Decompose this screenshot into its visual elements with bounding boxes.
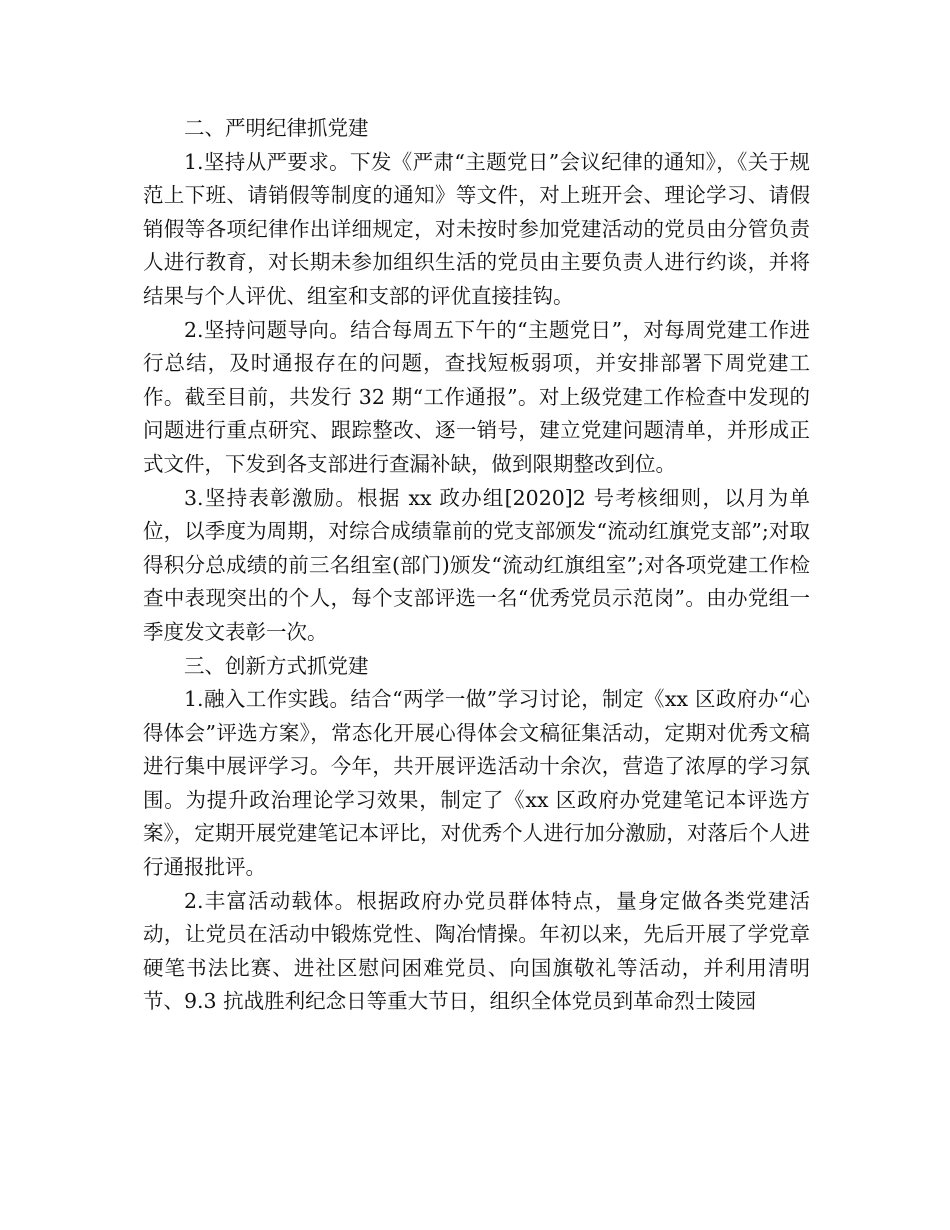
- paragraph-activity-carriers: 2.丰富活动载体。根据政府办党员群体特点，量身定做各类党建活动，让党员在活动中锻炼党性、陶冶情操。年初以来，先后开展了学党章硬笔书法比赛、进社区慰问困难党员、向国旗敬礼等活动，并利用清明节、9.3 抗战胜利纪念日等重大节日，组织全体党员到革命烈士陵园: [143, 888, 810, 1014]
- paragraph-commendation: 3.坚持表彰激励。根据 xx 政办组[2020]2 号考核细则，以月为单位，以季度为周期，对综合成绩靠前的党支部颁发“流动红旗党支部”;对取得积分总成绩的前三名组室(部门)颁发“流动红旗组室”;对各项党建工作检查中表现突出的个人，每个支部评选一名“优秀党员示范岗”。由办党组一季度发文表彰一次。: [143, 485, 810, 644]
- document-body: [143, 112, 810, 1019]
- section-heading-discipline: 二、严明纪律抓党建: [184, 116, 369, 140]
- paragraph-problem-oriented: 2.坚持问题导向。结合每周五下午的“主题党日”，对每周党建工作进行总结，及时通报存在的问题，查找短板弱项，并安排部署下周党建工作。截至目前，共发行 32 期“工作通报”。对上级党建工作检查中发现的问题进行重点研究、跟踪整改、逐一销号，建立党建问题清单，并形成正式文件，下发到各支部进行查漏补缺，做到限期整改到位。: [143, 317, 810, 476]
- paragraph-strict-requirements: 1.坚持从严要求。下发《严肃“主题党日”会议纪律的通知》，《关于规范上下班、请销假等制度的通知》等文件，对上班开会、理论学习、请假销假等各项纪律作出详细规定，对未按时参加党建活动的党员由分管负责人进行教育，对长期未参加组织生活的党员由主要负责人进行约谈，并将结果与个人评优、组室和支部的评优直接挂钩。: [143, 149, 810, 308]
- paragraph-work-practice: 1.融入工作实践。结合“两学一做”学习讨论，制定《xx 区政府办“心得体会”评选方案》，常态化开展心得体会文稿征集活动，定期对优秀文稿进行集中展评学习。今年，共开展评选活动十余次，营造了浓厚的学习氛围。为提升政治理论学习效果，制定了《xx 区政府办党建笔记本评选方案》，定期开展党建笔记本评比，对优秀个人进行加分激励，对落后个人进行通报批评。: [143, 687, 810, 880]
- section-heading-innovation: 三、创新方式抓党建: [184, 653, 369, 678]
